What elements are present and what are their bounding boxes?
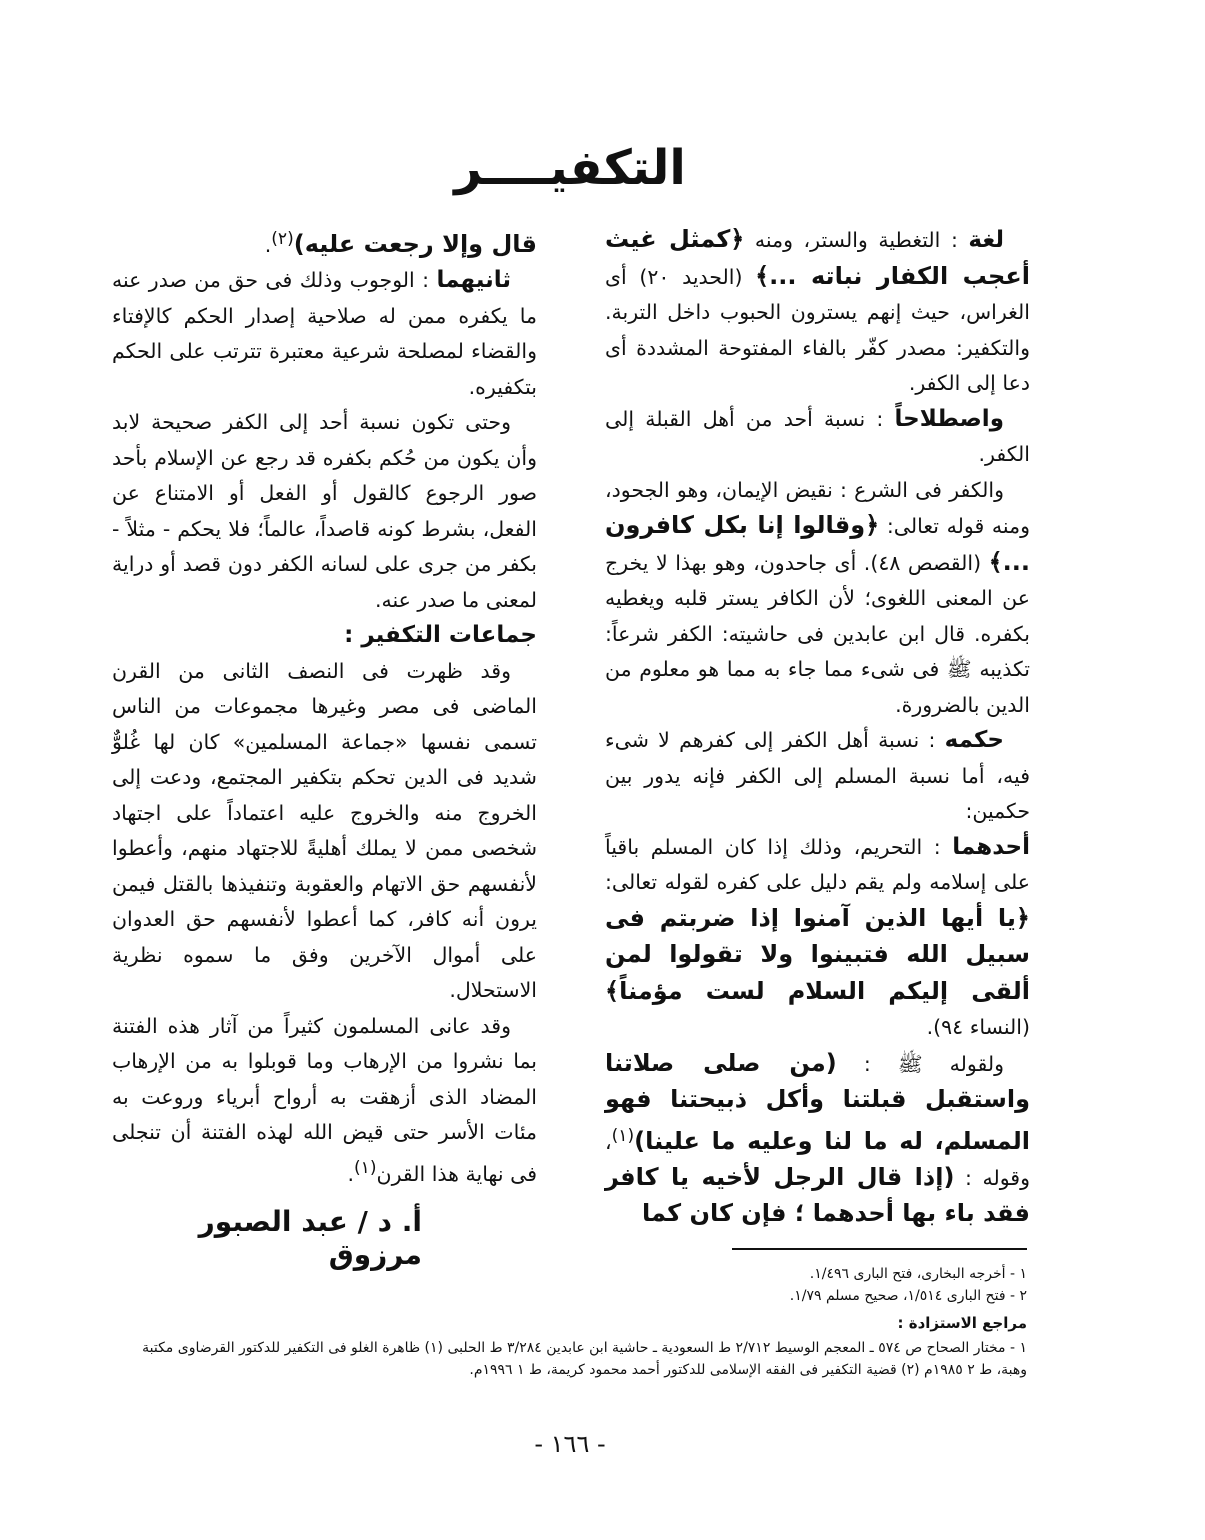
paragraph-hadith-continued [112,222,537,263]
quran-quote: ﴿يا أيها الذين آمنوا إذا ضربتم فى سبيل الله فتبينوا ولا تقولوا لمن ألقى إليكم السلام لست مؤمناً﴾ [605,903,1030,1005]
quran-quote: ﴿وقالوا إنا بكل كافرون ...﴾ [605,511,1030,576]
heading-text: جماعات التكفير : [344,622,537,649]
paragraph-text: : نسبة أحد من أهل القبلة إلى الكفر. [605,406,1030,466]
paragraph-ruling [605,723,1030,830]
term-label: واصطلاحاً [894,405,1004,432]
footnote-1: ١ - أخرجه البخارى، فتح البارى ١/٤٩٦. [809,1266,1027,1282]
paragraph-text: والكفر فى الشرع : نقيض الإيمان، وهو الجحود، ومنه قوله تعالى: [605,477,1030,538]
term-label: لغة [968,227,1004,253]
quran-quote: ﴿كمثل غيث أعجب الكفار نباته ...﴾ [605,225,1030,290]
paragraph-text: وقد عانى المسلمون كثيراً من آثار هذه الفتنة بما نشروا من الإرهاب وما قوبلوا به من الإرهاب المضاد الذى أزهقت به أرواح أبرياء وروعت به مئات الأسر حتى قيض الله لهذه الفتنة أن تنجلى فى نهاية هذا القرن [112,1013,537,1186]
paragraph-text: (النساء ٩٤). [926,1015,1030,1039]
references-title: مراجع الاستزادة : [897,1314,1027,1332]
term-label: ثانيهما [436,267,511,294]
paragraph-linguistic [605,222,1030,402]
author-signature: أ. د / عبد الصبور مرزوق [198,1205,422,1271]
term-label: حكمه [944,727,1004,753]
footnote-divider [732,1248,1027,1250]
page-title: التكفيــــر [454,140,686,196]
paragraph-terminology [605,402,1030,473]
hadith-quote: (إذا قال الرجل لأخيه يا كافر فقد باء بها أحدهما ؛ فإن كان كما [605,1162,1030,1228]
paragraph-text: ولقوله ﷺ : [836,1051,1004,1076]
paragraph-text: وحتى تكون نسبة أحد إلى الكفر صحيحة لابد وأن يكون من حُكم بكفره قد رجع عن الإسلام بأحد صور الرجوع كالقول أو الفعل أو الامتناع عن الفعل، بشرط كونه قاصداً، عالماً؛ فلا يحكم - مثلاً - بكفر من جرى على لسانه الكفر دون قصد أو دراية لمعنى ما صدر عنه. [112,410,537,612]
footnote-ref: (١) [353,1157,377,1178]
paragraph-text: : التحريم، وذلك إذا كان المسلم باقياً على إسلامه ولم يقم دليل على كفره لقوله تعالى: [605,834,1030,894]
paragraph-groups [112,654,537,1009]
paragraph-text: : التغطية والستر، ومنه [744,228,969,252]
paragraph-text: (القصص ٤٨). أى جاحدون، وهو بهذا لا يخرج عن المعنى اللغوى؛ لأن الكافر يستر قلبه ويغطيه بكفره. قال ابن عابدين فى حاشيته: الكفر شرعاً: تكذيبه ﷺ فى شىء مما جاء به مما هو معلوم من الدين بالضرورة. [605,550,1030,717]
right-column [605,222,1030,1233]
paragraph-text: ، وقوله : [605,1129,1031,1190]
term-label: أحدهما [952,833,1030,860]
footnote-ref: (١) [611,1125,635,1146]
footnote-2: ٢ - فتح البارى ١/٥١٤، صحيح مسلم ١/٧٩. [789,1288,1027,1304]
paragraph-text: : الوجوب وذلك فى حق من صدر عنه ما يكفره ممن له صلاحية إصدار الحكم كالإفتاء والقضاء لمصلحة شرعية معتبرة تترتب على الحكم بتكفيره. [112,268,537,399]
hadith-quote: (من صلى صلاتنا واستقبل قبلتنا وأكل ذبيحتنا فهو المسلم، له ما لنا وعليه ما علينا) [605,1048,1030,1155]
page-number: - ١٦٦ - [534,1430,606,1458]
paragraph-conditions [112,405,537,618]
footnote-ref: (٢) [271,229,294,249]
hadith-quote: قال وإلا رجعت عليه) [293,229,537,258]
paragraph-sharia [605,473,1030,724]
paragraph-text: . [347,1161,354,1186]
paragraph-first-ruling [605,830,1030,1046]
paragraph-text: : نسبة أهل الكفر إلى كفرهم لا شىء فيه، أما نسبة المسلم إلى الكفر فإنه يدور بين حكمين: [605,728,1030,823]
paragraph-text: . [264,232,272,257]
references-text: ١ - مختار الصحاح ص ٥٧٤ ـ المعجم الوسيط ٢/٧١٢ ط السعودية ـ حاشية ابن عابدين ٣/٢٨٤ ط الحلبى (١) ظاهرة الغلو فى التكفير للدكتور القرضاوى مكتبة وهبة، ط ٢ ١٩٨٥م (٢) قضية التكفير فى الفقه الإسلامى للدكتور أحمد محمود كريمة، ط ١ ١٩٩٦م. [142,1340,1027,1378]
left-column [112,222,537,1192]
section-heading [112,618,537,654]
paragraph-hadith [605,1046,1030,1233]
paragraph-text: وقد ظهرت فى النصف الثانى من القرن الماضى فى مصر وغيرها مجموعات من الناس تسمى نفسها «جماعة المسلمين» كان لها غُلوٌّ شديد فى الدين تحكم بتكفير المجتمع، ودعت إلى الخروج منه والخروج عليه اعتماداً على اجتهاد شخصى ممن لا يملك أهليةً للاجتهاد منهم، وأعطوا لأنفسهم حق الاتهام والعقوبة وتنفيذها بالقتل فيمن يرون أنه كافر، كما أعطوا لأنفسهم حق العدوان على أموال الآخرين وفق ما سموه نظرية الاستحلال. [112,658,537,1003]
paragraph-second-ruling [112,263,537,405]
paragraph-consequences [112,1009,537,1192]
paragraph-text: (الحديد ٢٠) أى الغراس، حيث إنهم يسترون الحبوب داخل التربة. والتكفير: مصدر كفّر بالفاء المفتوحة المشددة أى دعا إلى الكفر. [605,264,1030,395]
